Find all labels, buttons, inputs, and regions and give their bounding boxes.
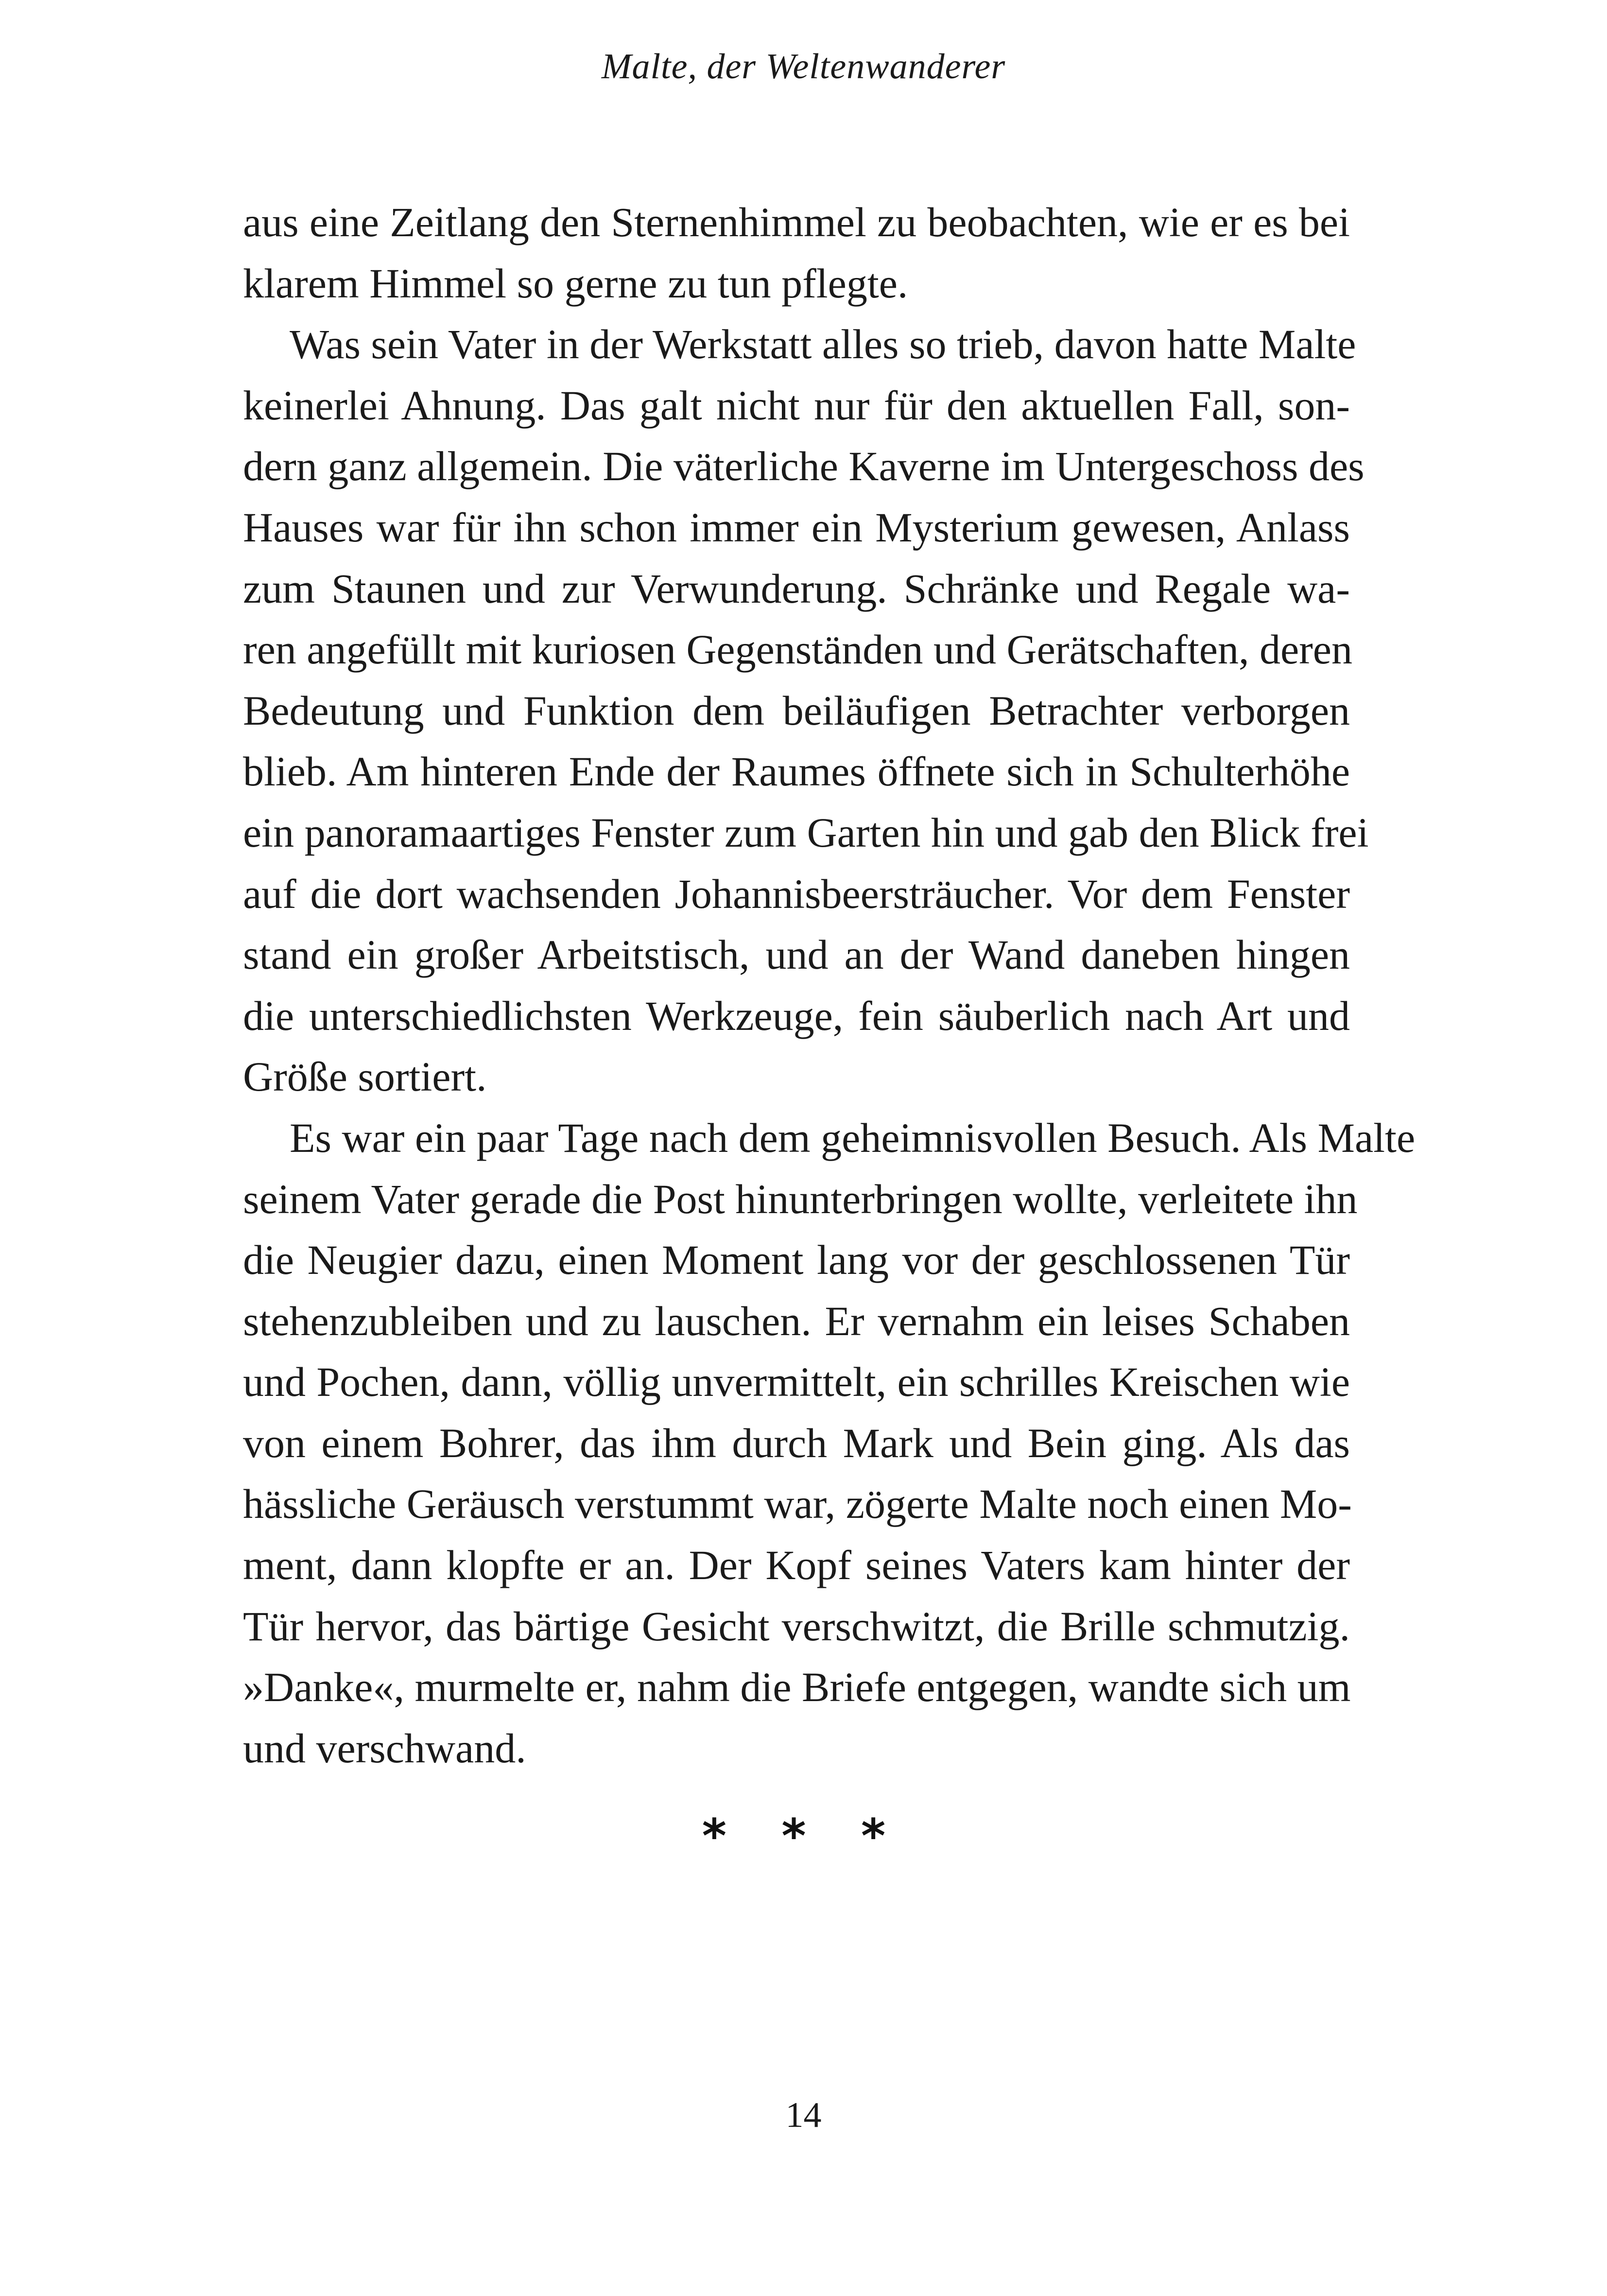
text-line: aus eine Zeitlang den Sternenhimmel zu beobachten, wie er es bei [243, 199, 1350, 245]
text-line: Tür hervor, das bärtige Gesicht verschwitzt, die Brille schmutzig. [243, 1602, 1350, 1650]
section-break-asterisks: * * * [702, 1809, 905, 1863]
paragraph [243, 1108, 1416, 1779]
text-line: ein panoramaartiges Fenster zum Garten hin und gab den Blick frei [243, 809, 1369, 856]
text-line: dern ganz allgemein. Die väterliche Kaverne im Untergeschoss des [243, 443, 1365, 490]
text-line: die unterschiedlichsten Werkzeuge, fein säuberlich nach Art und [243, 992, 1350, 1039]
text-line: ment, dann klopfte er an. Der Kopf seines Vaters kam hinter der [243, 1542, 1350, 1589]
paragraph [243, 314, 1369, 1108]
text-line: und Pochen, dann, völlig unvermittelt, ein schrilles Kreischen wie [243, 1358, 1350, 1406]
text-line: Es war ein paar Tage nach dem geheimnisvollen Besuch. Als Malte [290, 1114, 1416, 1161]
text-line: blieb. Am hinteren Ende der Raumes öffnete sich in Schulterhöhe [243, 748, 1350, 795]
text-line: »Danke«, murmelte er, nahm die Briefe entgegen, wandte sich um [243, 1664, 1351, 1711]
text-line: klarem Himmel so gerne zu tun pflegte. [243, 260, 908, 307]
text-line: die Neugier dazu, einen Moment lang vor der geschlossenen Tür [243, 1236, 1350, 1284]
text-line: keinerlei Ahnung. Das galt nicht nur für den aktuellen Fall, son- [243, 382, 1350, 429]
text-line: seinem Vater gerade die Post hinunterbringen wollte, verleitete ihn [243, 1175, 1358, 1222]
text-line: ren angefüllt mit kuriosen Gegenständen und Gerätschaften, deren [243, 626, 1352, 673]
text-line: Größe sortiert. [243, 1053, 487, 1100]
text-line: Bedeutung und Funktion dem beiläufigen Betrachter verborgen [243, 687, 1350, 734]
text-line: Hauses war für ihn schon immer ein Mysterium gewesen, Anlass [243, 504, 1350, 551]
text-line: von einem Bohrer, das ihm durch Mark und Bein ging. Als das [243, 1419, 1350, 1466]
text-line: stehenzubleiben und zu lauschen. Er vernahm ein leises Schaben [243, 1297, 1350, 1344]
page-number: 14 [785, 2095, 822, 2135]
body-text [243, 192, 1416, 1779]
text-line: und verschwand. [243, 1724, 526, 1772]
text-line: hässliche Geräusch verstummt war, zögerte Malte noch einen Mo- [243, 1480, 1352, 1528]
running-head: Malte, der Weltenwanderer [601, 47, 1006, 87]
paragraph [243, 192, 1350, 314]
text-line: stand ein großer Arbeitstisch, und an der Wand daneben hingen [243, 931, 1350, 978]
text-line: Was sein Vater in der Werkstatt alles so trieb, davon hatte Malte [290, 321, 1356, 368]
text-line: zum Staunen und zur Verwunderung. Schränke und Regale wa- [243, 565, 1350, 612]
text-line: auf die dort wachsenden Johannisbeersträucher. Vor dem Fenster [243, 870, 1350, 917]
